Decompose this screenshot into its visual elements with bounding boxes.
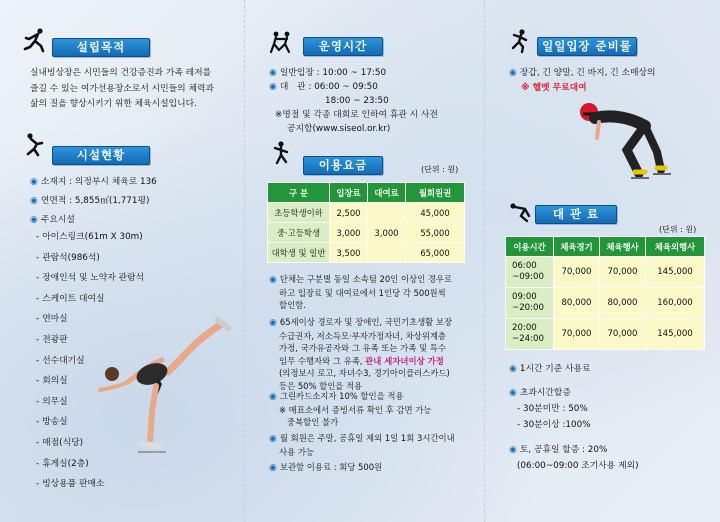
bullet-icon: ◉	[509, 364, 517, 374]
bullet-icon: ◉	[509, 445, 517, 455]
area-text	[30, 194, 149, 208]
speed-skater-icon	[22, 27, 48, 53]
table-row: 20:00 ~24:00 70,000 70,000 145,000	[506, 319, 705, 350]
facility-item: - 매점(식당)	[36, 437, 84, 448]
facility-item: - 연마실	[36, 314, 68, 325]
group-discount-note: ◉ 단체는 구분별 동일 소속팀 20인 이상인 경우로 하고 입장료 및 대여료에서 1인당 각 500원씩 할인함.	[269, 274, 453, 311]
facility-item: - 선수대기실	[36, 355, 85, 366]
member-note: ◉ 월 회원은 주말, 공휴일 제외 1일 1회 3시간이내 사용 가능	[269, 433, 455, 457]
fees-heading: 이용요금	[303, 156, 383, 175]
bullet-icon: ◉	[269, 463, 277, 473]
purpose-line-3: 삶의 질을 향상시키기 위한 체육시설입니다.	[30, 99, 197, 109]
bullet-icon: ◉	[509, 388, 517, 398]
facility-item: - 장애인석 및 노약자 관람석	[36, 273, 145, 284]
table-row: 대학생 및 일반 3,500 65,000	[268, 243, 465, 263]
bullet-icon: ◉	[269, 275, 277, 285]
holiday-surcharge: ◉ 토, 공휴일 할증 : 20%	[509, 445, 608, 455]
rental-heading: 대 관 료	[535, 205, 617, 224]
rental-unit: (단위 : 원)	[659, 225, 697, 234]
purpose-line-1: 실내빙상장은 시민들의 건강증진과 가족 레저를	[30, 68, 212, 78]
area-value: 연면적 : 5,855㎡(1,771평)	[40, 196, 150, 206]
figure-skater-illustration	[72, 312, 232, 462]
fees-unit: (단위 : 원)	[421, 165, 459, 174]
facility-item: - 회의실	[36, 376, 68, 387]
overtime-over-30: - 30분이상 :100%	[517, 420, 591, 430]
facility-item: - 방송실	[36, 417, 68, 428]
facilities-title	[30, 213, 75, 227]
locker-note: ◉ 보관함 이용료 : 회당 500원	[269, 462, 383, 473]
hours-note-2: 공지함(www.siseol.or.kr)	[287, 124, 391, 134]
table-row: 초등학생이하 2,500 3,000 45,000	[268, 203, 465, 223]
pair-skaters-icon	[267, 30, 297, 56]
overtime-under-30: - 30분미만 : 50%	[517, 404, 588, 414]
speed-skater-icon	[507, 198, 533, 224]
purpose-heading: 설립목적	[52, 38, 150, 57]
overtime-title: ◉ 초과시간할증	[509, 388, 571, 398]
bullet-icon: ◉	[269, 392, 277, 402]
facility-item: - 스케이트 대여실	[36, 293, 105, 304]
facility-item: - 의무실	[36, 396, 68, 407]
bullet-icon: ◉	[30, 196, 38, 206]
special-discount-note: ◉ 65세이상 경로자 및 장애인, 국민기초생활 보장 수급권자, 저소득모·부자가정자녀, 차상위계층 가정, 국가유공자와 그 유족 또는 가족 및 특수 임무 수행자와 그 유족, 관내 세자녀이상 가정 (의정보시 로고, 자녀수3, 경기아이플러스카드) 등은 50% 할인을 적용	[269, 317, 453, 391]
location-text	[30, 175, 157, 189]
hours-note-1: ※명절 및 각종 대회로 인하여 휴관 시 사전	[275, 110, 438, 120]
panel-prep-rental	[484, 0, 720, 522]
bullet-icon: ◉	[269, 82, 277, 92]
three-children-highlight: 관내 세자녀이상 가정	[365, 355, 444, 366]
rental-fee-cell: 3,000	[368, 203, 406, 263]
rental-hours-2: 18:00 ~ 23:50	[325, 96, 389, 106]
facility-item: - 휴게실(2층)	[36, 458, 89, 469]
table-row: 09:00 ~20:00 80,000 80,000 160,000	[506, 288, 705, 319]
speed-skater-illustration	[565, 92, 675, 192]
helmet-notice: ※ 헬멧 무료대여	[521, 83, 587, 93]
hours-heading: 운영시간	[303, 37, 383, 56]
bullet-icon: ◉	[30, 215, 38, 225]
facilities-title-text: 주요시설	[40, 215, 75, 225]
rental-hours-1: ◉ 대 관 : 06:00 ~ 09:50	[269, 82, 378, 92]
bullet-icon: ◉	[30, 177, 38, 187]
table-row: 중·고등학생 3,000 55,000	[268, 223, 465, 243]
purpose-line-2: 즐길 수 있는 여가선용장소로서 시민들의 체력과	[30, 84, 214, 94]
bullet-icon: ◉	[269, 68, 277, 78]
location-value: 소재지 : 의정부시 체육로 136	[40, 177, 157, 187]
holiday-note: (06:00~09:00 조기사용 제외)	[517, 461, 639, 471]
panel-hours-fees	[244, 0, 484, 522]
prep-items: ◉ 장갑, 긴 양말, 긴 바지, 긴 소매상의	[509, 68, 656, 78]
bullet-icon: ◉	[509, 68, 517, 78]
status-heading: 시설현황	[52, 146, 150, 165]
skater-icon	[507, 28, 533, 54]
facility-item: - 빙상용품 판매소	[36, 479, 105, 490]
green-card-note: ◉ 그린카드소지자 10% 할인을 적용 ※ 매표소에서 증빙서류 확인 후 감면 가능 중복할인 불가	[269, 391, 432, 428]
skater-icon	[269, 140, 295, 166]
bullet-icon: ◉	[269, 318, 277, 328]
bullet-icon: ◉	[269, 434, 277, 444]
facility-item: - 관람석(986석)	[36, 252, 100, 263]
facility-item: - 전광판	[36, 334, 68, 345]
fee-table	[267, 182, 465, 263]
rental-table-header: 이용시간 체육경기 체육행사 체육외행사	[506, 237, 705, 257]
short-track-skater-icon	[22, 132, 48, 158]
panel-facility-info	[0, 0, 244, 522]
facility-item: - 아이스링크(61m X 30m)	[36, 232, 143, 242]
fee-table-header: 구 분 입장료 대여료 월회원권	[268, 183, 465, 203]
rental-basis: ◉ 1시간 기준 사용료	[509, 364, 591, 374]
general-hours: ◉ 일반입장 : 10:00 ~ 17:50	[269, 68, 387, 78]
rental-fee-table	[505, 236, 705, 350]
prep-heading: 일일입장 준비물	[537, 37, 637, 56]
table-row: 06:00 ~09:00 70,000 70,000 145,000	[506, 257, 705, 288]
